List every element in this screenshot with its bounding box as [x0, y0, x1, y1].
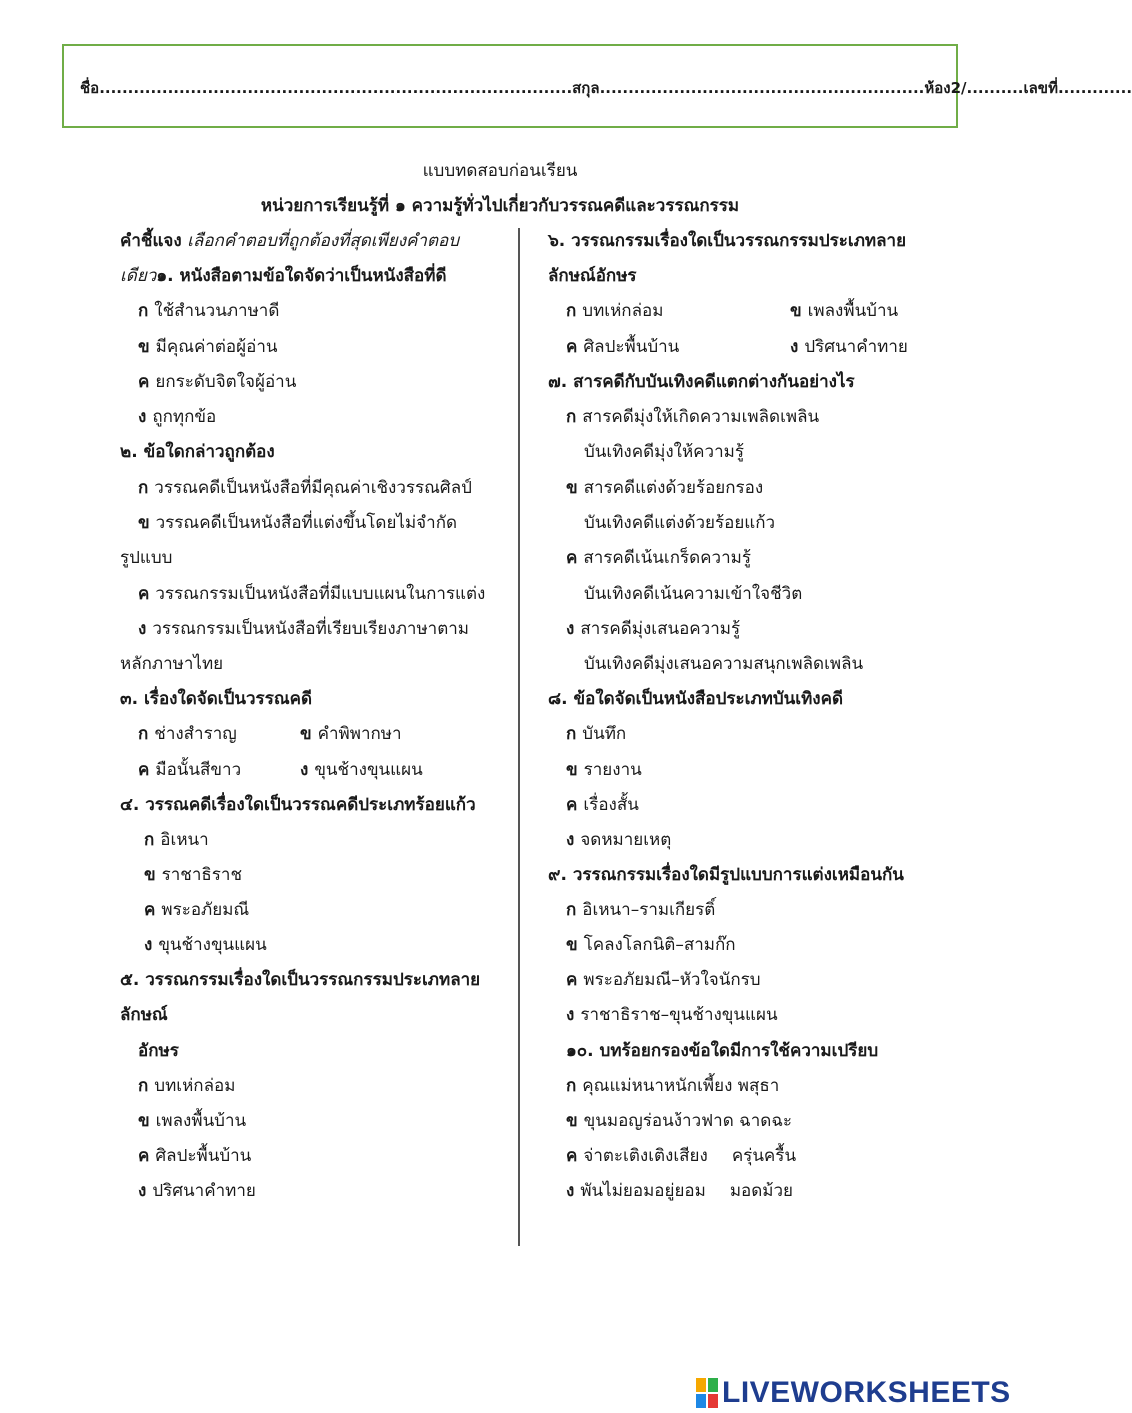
option-letter: ข: [566, 1111, 578, 1131]
question-5-wrap: ลักษณ์: [120, 1005, 168, 1025]
q4-option-b[interactable]: [144, 867, 242, 884]
option-text: สารคดีมุ่งให้เกิดความเพลิดเพลิน: [582, 407, 820, 427]
option-text: จ่าตะเติงเติงเสียง: [583, 1146, 708, 1166]
option-letter: ก: [566, 1076, 577, 1096]
option-letter: ก: [566, 900, 577, 920]
logo-text: LIVEWORKSHEETS: [722, 1376, 1011, 1409]
name-header-box: [62, 44, 1132, 128]
q10-option-c[interactable]: [566, 1148, 796, 1165]
option-letter: ค: [566, 795, 578, 815]
option-text: รายงาน: [583, 760, 642, 780]
option-text: ศิลปะพื้นบ้าน: [583, 337, 680, 357]
q3-option-c[interactable]: [138, 762, 241, 779]
q1-option-c[interactable]: [138, 374, 296, 391]
option-letter: ค: [138, 760, 150, 780]
question-8: ๘. ข้อใดจัดเป็นหนังสือประเภทบันเทิงคดี: [548, 689, 844, 709]
option-text: วรรณคดีเป็นหนังสือที่แต่งขึ้นโดยไม่จำกัด: [155, 513, 458, 533]
question-9: ๙. วรรณกรรมเรื่องใดมีรูปแบบการแต่งเหมือนกัน: [548, 865, 904, 885]
option-text: โคลงโลกนิติ–สามก๊ก: [583, 935, 736, 955]
q7-option-d[interactable]: [566, 621, 740, 638]
question-1: [120, 268, 446, 285]
q10-option-d[interactable]: [566, 1183, 793, 1200]
q7-option-a-line2: บันเทิงคดีมุ่งให้ความรู้: [584, 442, 744, 462]
question-3: ๓. เรื่องใดจัดเป็นวรรณคดี: [120, 689, 313, 709]
q4-option-c[interactable]: [144, 902, 249, 919]
option-letter: ก: [566, 301, 577, 321]
q1-option-d[interactable]: [138, 409, 216, 426]
option-text-end: ครุ่นครื้น: [731, 1146, 797, 1166]
option-letter: ข: [138, 337, 150, 357]
instructions-text: เลือกคำตอบที่ถูกต้องที่สุดเพียงคำตอบ: [187, 231, 459, 251]
option-text: ใช้สำนวนภาษาดี: [154, 301, 280, 321]
option-letter: ง: [790, 337, 799, 357]
instructions-text-cont: เดียว: [120, 266, 157, 286]
option-text: มีคุณค่าต่อผู้อ่าน: [155, 337, 278, 357]
option-letter: ค: [566, 337, 578, 357]
q9-option-c[interactable]: [566, 972, 761, 989]
option-text: ปริศนาคำทาย: [152, 1181, 256, 1201]
option-text: เพลงพื้นบ้าน: [155, 1111, 247, 1131]
q3-option-d[interactable]: [300, 762, 423, 779]
option-letter: ก: [138, 301, 149, 321]
option-text: ศิลปะพื้นบ้าน: [155, 1146, 252, 1166]
option-text: สารคดีแต่งด้วยร้อยกรอง: [583, 478, 764, 498]
q2-option-a[interactable]: [138, 480, 472, 497]
option-letter: ง: [566, 830, 575, 850]
option-letter: ข: [300, 724, 312, 744]
q8-option-a[interactable]: [566, 726, 626, 743]
option-text: เพลงพื้นบ้าน: [807, 301, 899, 321]
q7-option-d-line2: บันเทิงคดีมุ่งเสนอความสนุกเพลิดเพลิน: [584, 654, 864, 674]
question-5-wrap-2: อักษร: [138, 1041, 179, 1061]
q10-option-a[interactable]: [566, 1078, 779, 1095]
option-letter: ค: [138, 1146, 150, 1166]
q5-option-a[interactable]: [138, 1078, 235, 1095]
q8-option-b[interactable]: [566, 762, 642, 779]
question-4: ๔. วรรณคดีเรื่องใดเป็นวรรณคดีประเภทร้อยแก้ว: [120, 795, 476, 815]
q10-option-b[interactable]: [566, 1113, 792, 1130]
logo-mark-icon: [696, 1378, 718, 1408]
q8-option-d[interactable]: [566, 832, 671, 849]
q2-option-d[interactable]: [138, 621, 469, 638]
option-letter: ง: [138, 407, 147, 427]
option-text: พระอภัยมณี–หัวใจนักรบ: [583, 970, 761, 990]
option-text: บันทึก: [582, 724, 627, 744]
liveworksheets-logo[interactable]: [696, 1375, 1011, 1411]
option-letter: ข: [566, 760, 578, 780]
option-letter: ข: [790, 301, 802, 321]
q9-option-d[interactable]: [566, 1007, 778, 1024]
option-text: บทเห่กล่อม: [154, 1076, 236, 1096]
option-text: สารคดีมุ่งเสนอความรู้: [580, 619, 741, 639]
q7-option-c[interactable]: [566, 550, 751, 567]
option-text: ยกระดับจิตใจผู้อ่าน: [155, 372, 297, 392]
option-text: วรรณคดีเป็นหนังสือที่มีคุณค่าเชิงวรรณศิลป์: [154, 478, 472, 498]
q2-option-d-wrap: หลักภาษาไทย: [120, 654, 224, 674]
instructions-label: คำชี้แจง: [120, 231, 182, 251]
option-text: ขุนช้างขุนแผน: [314, 760, 423, 780]
option-text: ช่างสำราญ: [154, 724, 237, 744]
q7-option-c-line2: บันเทิงคดีเน้นความเข้าใจชีวิต: [584, 584, 803, 604]
option-text: บทเห่กล่อม: [582, 301, 664, 321]
option-text: ถูกทุกข้อ: [152, 407, 217, 427]
option-text-end: พสุธา: [737, 1076, 780, 1096]
option-letter: ค: [138, 584, 150, 604]
option-letter: ง: [566, 1005, 575, 1025]
option-letter: ก: [144, 830, 155, 850]
question-1-text: ๑. หนังสือตามข้อใดจัดว่าเป็นหนังสือที่ดี: [156, 266, 447, 286]
option-letter: ก: [566, 407, 577, 427]
option-text: ราชาธิราช–ขุนช้างขุนแผน: [580, 1005, 778, 1025]
q8-option-c[interactable]: [566, 797, 639, 814]
q7-option-a[interactable]: [566, 409, 819, 426]
option-letter: ข: [566, 935, 578, 955]
unit-title: หน่วยการเรียนรู้ที่ ๑ ความรู้ทั่วไปเกี่ยวกับวรรณคดีและวรรณกรรม: [260, 196, 740, 216]
option-text: ขุนมอญร่อนง้าวฟาด: [583, 1111, 734, 1131]
option-letter: ค: [144, 900, 156, 920]
option-text: ปริศนาคำทาย: [804, 337, 908, 357]
option-text: ราชาธิราช: [161, 865, 242, 885]
q9-option-a[interactable]: [566, 902, 715, 919]
q1-option-a[interactable]: [138, 303, 279, 320]
option-letter: ง: [138, 619, 147, 639]
q5-option-c[interactable]: [138, 1148, 251, 1165]
q6-option-b[interactable]: [790, 303, 898, 320]
q4-option-a[interactable]: [144, 832, 209, 849]
question-7: ๗. สารคดีกับบันเทิงคดีแตกต่างกันอย่างไร: [548, 372, 855, 392]
q3-option-a[interactable]: [138, 726, 237, 743]
q5-option-d[interactable]: [138, 1183, 256, 1200]
q9-option-b[interactable]: [566, 937, 736, 954]
option-letter: ก: [138, 724, 149, 744]
option-text: คุณแม่หนาหนักเพี้ยง: [582, 1076, 733, 1096]
q3-option-b[interactable]: [300, 726, 402, 743]
option-text: มือนั้นสีขาว: [155, 760, 242, 780]
question-2: ๒. ข้อใดกล่าวถูกต้อง: [120, 442, 275, 462]
option-letter: ข: [138, 513, 150, 533]
option-text: วรรณกรรมเป็นหนังสือที่เรียบเรียงภาษาตาม: [152, 619, 469, 639]
option-letter: ก: [138, 1076, 149, 1096]
q6-option-a[interactable]: [566, 303, 663, 320]
option-letter: ง: [566, 1181, 575, 1201]
option-text: อิเหนา–รามเกียรติ์: [582, 900, 716, 920]
option-letter: ง: [144, 935, 153, 955]
instructions: [120, 233, 459, 250]
option-text: จดหมายเหตุ: [580, 830, 672, 850]
q2-option-c[interactable]: [138, 586, 485, 603]
option-letter: ค: [138, 372, 150, 392]
option-text: เรื่องสั้น: [583, 795, 639, 815]
option-letter: ค: [566, 548, 578, 568]
q7-option-b-line2: บันเทิงคดีแต่งด้วยร้อยแก้ว: [584, 513, 776, 533]
option-text: สารคดีเน้นเกร็ดความรู้: [583, 548, 751, 568]
option-text-end: มอดม้วย: [729, 1181, 793, 1201]
q1-option-b[interactable]: [138, 339, 277, 356]
option-text: อิเหนา: [160, 830, 209, 850]
question-10: ๑๐. บทร้อยกรองข้อใดมีการใช้ความเปรียบ: [566, 1041, 879, 1061]
q7-option-b[interactable]: [566, 480, 763, 497]
option-letter: ข: [566, 478, 578, 498]
page-title: แบบทดสอบก่อนเรียน: [422, 161, 578, 181]
column-divider: [518, 228, 520, 1246]
name-class-number-line[interactable]: ชื่อ...................................................................................สกุล.........................................................ห้อง2/..........เลขที่.............: [80, 79, 1132, 97]
q6-option-c[interactable]: [566, 339, 679, 356]
option-letter: ก: [566, 724, 577, 744]
option-letter: ข: [144, 865, 156, 885]
q5-option-b[interactable]: [138, 1113, 246, 1130]
option-letter: ข: [138, 1111, 150, 1131]
option-text: คำพิพากษา: [317, 724, 402, 744]
q2-option-b[interactable]: [138, 515, 457, 532]
option-letter: ค: [566, 1146, 578, 1166]
question-6: ๖. วรรณกรรมเรื่องใดเป็นวรรณกรรมประเภทลาย: [548, 231, 907, 251]
option-letter: ง: [566, 619, 575, 639]
option-text: พระอภัยมณี: [161, 900, 250, 920]
q2-option-b-wrap: รูปแบบ: [120, 548, 173, 568]
option-text: พันไม่ยอมอยู่ยอม: [580, 1181, 706, 1201]
q4-option-d[interactable]: [144, 937, 267, 954]
option-text-end: ฉาดฉะ: [739, 1111, 793, 1131]
option-letter: ง: [300, 760, 309, 780]
option-text: ขุนช้างขุนแผน: [158, 935, 267, 955]
question-6-wrap: ลักษณ์อักษร: [548, 266, 637, 286]
q6-option-d[interactable]: [790, 339, 908, 356]
option-letter: ก: [138, 478, 149, 498]
option-text: วรรณกรรมเป็นหนังสือที่มีแบบแผนในการแต่ง: [155, 584, 486, 604]
question-5: ๕. วรรณกรรมเรื่องใดเป็นวรรณกรรมประเภทลาย: [120, 970, 481, 990]
option-letter: ง: [138, 1181, 147, 1201]
option-letter: ค: [566, 970, 578, 990]
